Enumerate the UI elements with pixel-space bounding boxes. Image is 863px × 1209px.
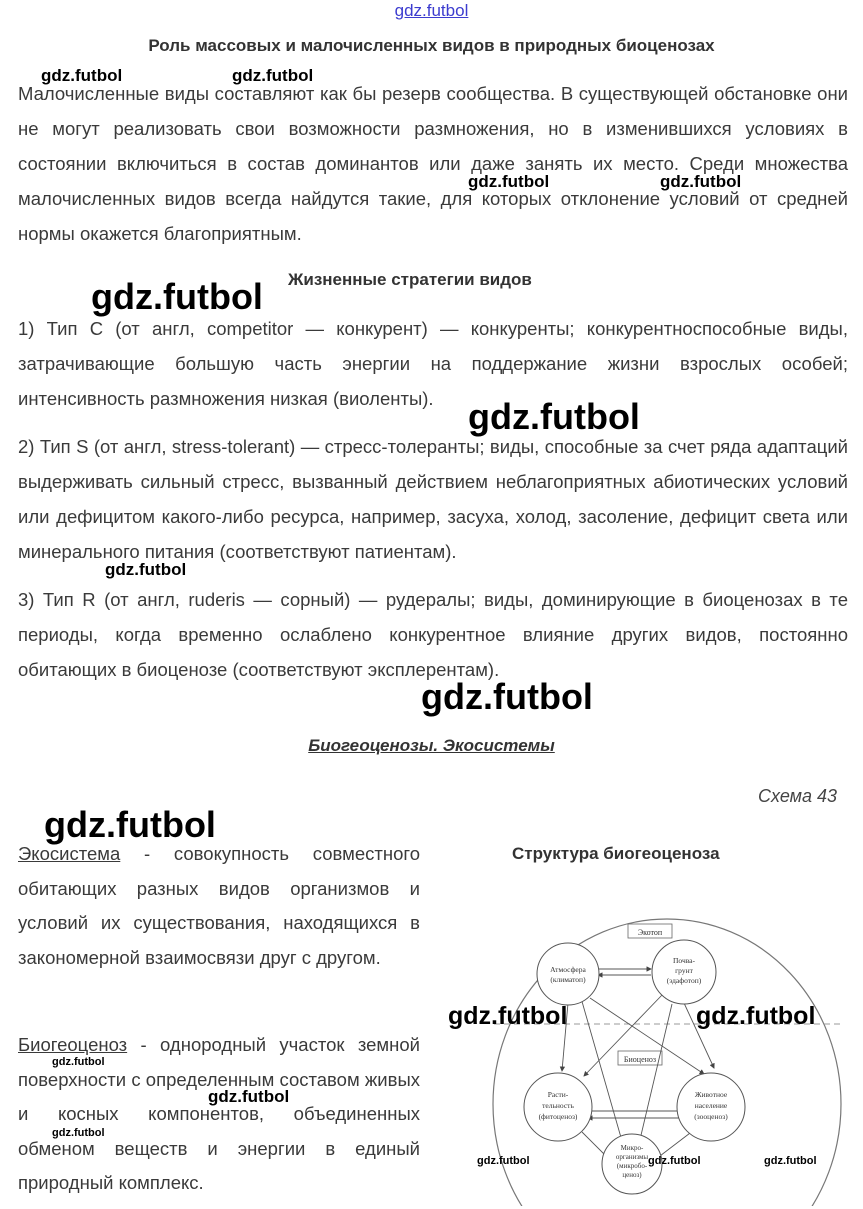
watermark: gdz.futbol: [44, 804, 216, 845]
header-watermark-link[interactable]: gdz.futbol: [394, 1, 469, 20]
vegetation-label: Расти-: [547, 1090, 569, 1099]
fauna-sublabel: (зооценоз): [694, 1112, 728, 1121]
biogeocenosis-term: Биогеоценоз: [18, 1034, 128, 1055]
vegetation-sublabel: (фитоценоз): [538, 1112, 578, 1121]
watermark: gdz.futbol: [105, 560, 187, 579]
soil-label: Почва-: [672, 956, 696, 965]
watermark: gdz.futbol: [41, 66, 123, 85]
soil-label-2: грунт: [675, 966, 693, 975]
soil-sublabel: (эдафотоп): [666, 976, 702, 985]
microbes-label: Микро-: [620, 1144, 644, 1152]
atmosphere-node: [537, 943, 599, 1005]
paragraph-strategy-r: 3) Тип R (от англ, ruderis — сорный) — рудералы; виды, доминирующие в биоценозах в те периоды, когда временно ослаблено конкурентное влияние других видов, постоянно обитающих в биоценозе (соответствуют эксплерентам).: [18, 589, 848, 680]
atmosphere-label: Атмосфера: [550, 965, 586, 974]
watermark: gdz.futbol: [91, 276, 263, 317]
watermark: gdz.futbol: [648, 1155, 701, 1167]
ecotop-label: Экотоп: [637, 928, 663, 937]
vegetation-label-2: тельность: [542, 1101, 574, 1110]
microbes-label-2: организмы: [615, 1153, 649, 1161]
fauna-label-2: население: [694, 1101, 728, 1110]
ecosystem-definition: [18, 837, 420, 975]
watermark: gdz.futbol: [52, 1127, 105, 1139]
watermark: gdz.futbol: [477, 1155, 530, 1167]
atmosphere-sublabel: (климатоп): [550, 975, 586, 984]
scheme-label: Схема 43: [758, 786, 837, 806]
biogeocenosis-definition: [18, 1028, 420, 1201]
ecosystem-term: Экосистема: [18, 843, 121, 864]
watermark: gdz.futbol: [52, 1056, 105, 1068]
microbes-label-3: (микробо-: [616, 1162, 648, 1170]
paragraph-strategy-c: 1) Тип С (от англ, competitor — конкурент) — конкуренты; конкурентноспособные виды, затрачивающие большую часть энергии на поддержание жизни взрослых особей; интенсивность размножения низкая (виоленты).: [18, 318, 848, 409]
paragraph-strategy-s: 2) Тип S (от англ, stress-tolerant) — стресс-толеранты; виды, способные за счет ряда адаптаций выдерживать сильный стресс, вызванный действием неблагоприятных абиотических условий или дефицитом какого-либо ресурса, например, засуха, холод, засоление, дефицит света или минерального питания (соответствуют патиентам).: [18, 436, 848, 562]
diagram-title: Структура биогеоценоза: [512, 844, 720, 863]
paragraph-minor-species: Малочисленные виды составляют как бы резерв сообщества. В существующей обстановке они не могут реализовать свои возможности размножения, но в изменившихся условиях в состоянии включиться в состав доминантов или даже занять их место. Среди множества малочисленных видов всегда найдутся такие, для которых отклонение условий от средней нормы окажется благоприятным.: [18, 83, 848, 244]
section-title: Биогеоценозы. Экосистемы: [308, 736, 555, 755]
watermark: gdz.futbol: [468, 172, 550, 191]
watermark: gdz.futbol: [696, 1002, 816, 1030]
biogeocenosis-definition-text: - однородный участок земной поверхности с определенным составом живых и косных компонентов, объединенных обменом веществ и энергии в единый природный комплекс.: [18, 1034, 420, 1193]
ecosystem-definition-text: - совокупность совместного обитающих разных видов организмов и условий их существования, находящихся в закономерной взаимосвязи друг с другом.: [18, 843, 420, 968]
biocenosis-label: Биоценоз: [623, 1055, 657, 1064]
page-title: Роль массовых и малочисленных видов в природных биоценозах: [148, 36, 715, 55]
watermark: gdz.futbol: [660, 172, 742, 191]
watermark: gdz.futbol: [421, 676, 593, 717]
watermark: gdz.futbol: [448, 1002, 568, 1030]
watermark: gdz.futbol: [764, 1155, 817, 1167]
microbes-sublabel: ценоз): [622, 1171, 642, 1179]
watermark: gdz.futbol: [208, 1087, 290, 1106]
fauna-label: Животное: [694, 1090, 728, 1099]
subtitle-life-strategies: Жизненные стратегии видов: [288, 270, 532, 289]
watermark: gdz.futbol: [232, 66, 314, 85]
watermark: gdz.futbol: [468, 396, 640, 437]
